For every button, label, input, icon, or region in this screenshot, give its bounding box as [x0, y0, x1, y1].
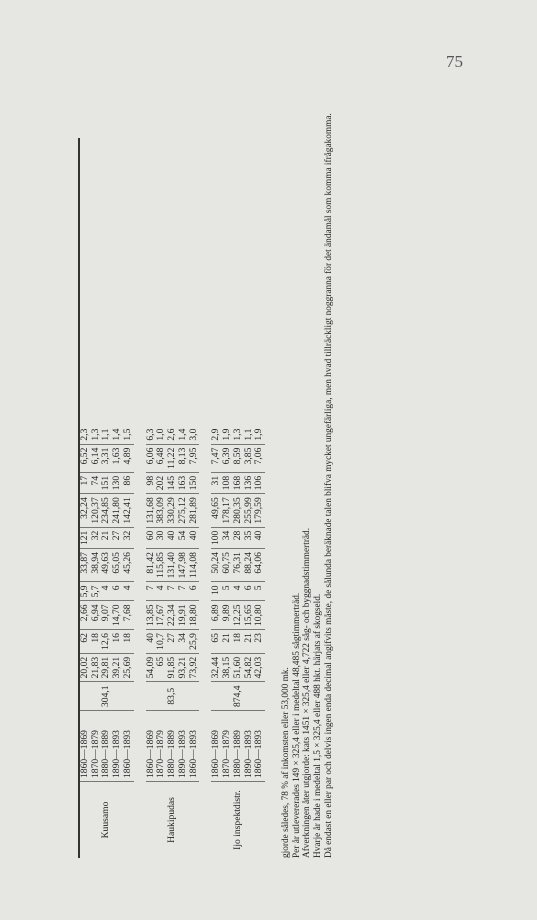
- value-cell: 34: [178, 630, 189, 654]
- value-cell: 5,9: [80, 582, 91, 601]
- note-paragraph: Afverkningen åter utgjorde: kats 1451 × 325,4 eller 4,722 såg- och byggnadstimmerträd.: [302, 527, 313, 858]
- value-cell: 16: [112, 630, 123, 654]
- value-cell: 81,42: [146, 549, 157, 582]
- value-cell: 100: [211, 527, 222, 548]
- value-cell: 2,66: [80, 601, 91, 630]
- value-cell: 280,35: [233, 494, 244, 527]
- district-name: Ijo inspektdistr.: [231, 790, 243, 850]
- value-cell: 54,82: [244, 653, 255, 682]
- value-cell: 32: [91, 527, 102, 548]
- district-name: Kuusamo: [100, 801, 112, 839]
- period-cell: 1870—1879: [91, 711, 102, 782]
- value-cell: 383,09: [156, 494, 167, 527]
- value-cell: 11,22: [167, 444, 178, 472]
- value-cell: 6,52: [80, 444, 91, 472]
- period-cell: 1870—1879: [156, 711, 167, 782]
- period-cell: 1890—1893: [112, 711, 123, 782]
- area-cell: 874,4: [211, 682, 265, 711]
- value-cell: 51,60: [233, 653, 244, 682]
- value-cell: 131,40: [167, 549, 178, 582]
- value-cell: 25,9: [189, 630, 200, 654]
- value-cell: 14,70: [112, 601, 123, 630]
- value-cell: 7,47: [211, 444, 222, 472]
- value-cell: 45,26: [123, 549, 134, 582]
- spacer-row: [134, 426, 146, 858]
- value-cell: 64,06: [254, 549, 265, 582]
- value-cell: 120,37: [91, 494, 102, 527]
- period-cell: 1880—1889: [233, 711, 244, 782]
- value-cell: 6,94: [91, 601, 102, 630]
- value-cell: 130: [112, 472, 123, 493]
- value-cell: 8,13: [178, 444, 189, 472]
- spacer-cell: [134, 426, 146, 858]
- value-cell: 27: [112, 527, 123, 548]
- value-cell: 1,3: [233, 426, 244, 445]
- value-cell: 7,68: [123, 601, 134, 630]
- value-cell: 18: [123, 630, 134, 654]
- value-cell: 93,21: [178, 653, 189, 682]
- value-cell: 108: [222, 472, 233, 493]
- value-cell: 35: [244, 527, 255, 548]
- side-note: [281, 98, 334, 858]
- value-cell: 10: [211, 582, 222, 601]
- value-cell: 54: [178, 527, 189, 548]
- value-cell: 150: [189, 472, 200, 493]
- area-cell: 83,5: [146, 682, 200, 711]
- value-cell: 32,44: [211, 653, 222, 682]
- period-cell: 1860—1869: [146, 711, 157, 782]
- value-cell: 12,6: [101, 630, 112, 654]
- value-cell: 6: [189, 582, 200, 601]
- period-cell: 1860—1869: [80, 711, 91, 782]
- value-cell: 7: [146, 582, 157, 601]
- value-cell: 60: [146, 527, 157, 548]
- value-cell: 2,9: [211, 426, 222, 445]
- period-cell: 1880—1889: [101, 711, 112, 782]
- value-cell: 49,63: [101, 549, 112, 582]
- value-cell: 7,95: [189, 444, 200, 472]
- period-cell: 1860—1893: [123, 711, 134, 782]
- value-cell: 60,75: [222, 549, 233, 582]
- value-cell: 131,68: [146, 494, 157, 527]
- value-cell: 40: [254, 527, 265, 548]
- value-cell: 281,89: [189, 494, 200, 527]
- value-cell: 275,12: [178, 494, 189, 527]
- value-cell: 91,85: [167, 653, 178, 682]
- value-cell: 151: [101, 472, 112, 493]
- value-cell: 21: [101, 527, 112, 548]
- value-cell: 6: [112, 582, 123, 601]
- value-cell: 42,03: [254, 653, 265, 682]
- value-cell: 31: [211, 472, 222, 493]
- period-cell: 1870—1879: [222, 711, 233, 782]
- value-cell: 50,24: [211, 549, 222, 582]
- value-cell: 9,89: [222, 601, 233, 630]
- value-cell: 40: [189, 527, 200, 548]
- value-cell: 10,7: [156, 630, 167, 654]
- value-cell: 1,63: [112, 444, 123, 472]
- value-cell: 21,83: [91, 653, 102, 682]
- period-cell: 1890—1893: [244, 711, 255, 782]
- value-cell: 18: [233, 630, 244, 654]
- value-cell: 30: [156, 527, 167, 548]
- value-cell: 6,06: [146, 444, 157, 472]
- value-cell: 255,99: [244, 494, 255, 527]
- value-cell: 25,69: [123, 653, 134, 682]
- value-cell: 98: [146, 472, 157, 493]
- value-cell: 17,67: [156, 601, 167, 630]
- value-cell: 5: [254, 582, 265, 601]
- value-cell: 330,29: [167, 494, 178, 527]
- value-cell: 40: [146, 630, 157, 654]
- value-cell: 13,85: [146, 601, 157, 630]
- value-cell: 39,21: [112, 653, 123, 682]
- value-cell: 1,0: [156, 426, 167, 445]
- value-cell: 6,39: [222, 444, 233, 472]
- value-cell: 5,7: [91, 582, 102, 601]
- note-paragraph: Per år utlevererades 149 × 325,4 eller i medeltal 48,485 sågtimmerträd.: [291, 592, 302, 858]
- value-cell: 65: [156, 653, 167, 682]
- value-cell: 29,81: [101, 653, 112, 682]
- value-cell: 65: [211, 630, 222, 654]
- value-cell: 114,08: [189, 549, 200, 582]
- area-cell: 304,1: [80, 682, 134, 711]
- value-cell: 1,1: [244, 426, 255, 445]
- period-cell: 1860—1893: [189, 711, 200, 782]
- value-cell: 3,31: [101, 444, 112, 472]
- value-cell: 76,31: [233, 549, 244, 582]
- value-cell: 10,80: [254, 601, 265, 630]
- value-cell: 18,80: [189, 601, 200, 630]
- value-cell: 15,65: [244, 601, 255, 630]
- value-cell: 234,85: [101, 494, 112, 527]
- value-cell: 4: [156, 582, 167, 601]
- rotated-content: [78, 98, 363, 858]
- value-cell: 7: [167, 582, 178, 601]
- value-cell: 3,0: [189, 426, 200, 445]
- value-cell: 3,85: [244, 444, 255, 472]
- value-cell: 1,4: [112, 426, 123, 445]
- value-cell: 65,05: [112, 549, 123, 582]
- value-cell: 2,3: [80, 426, 91, 445]
- value-cell: 40: [167, 527, 178, 548]
- value-cell: 145: [167, 472, 178, 493]
- note-paragraph: Hvarje år hade i medeltal 1,5 × 325,4 eller 488 hkt. härjats af skogseld.: [313, 593, 324, 858]
- value-cell: 2,6: [167, 426, 178, 445]
- note-paragraph: gjorde således, 78 % af inkomsten eller 53,000 mk.: [281, 667, 291, 858]
- period-cell: 1860—1869: [211, 711, 222, 782]
- value-cell: 6: [244, 582, 255, 601]
- value-cell: 62: [80, 630, 91, 654]
- value-cell: 7,06: [254, 444, 265, 472]
- value-cell: 121: [80, 527, 91, 548]
- value-cell: 7: [178, 582, 189, 601]
- value-cell: 178,17: [222, 494, 233, 527]
- value-cell: 168: [233, 472, 244, 493]
- statistics-table: [80, 426, 265, 858]
- value-cell: 5: [222, 582, 233, 601]
- value-cell: 22,34: [167, 601, 178, 630]
- value-cell: 21: [244, 630, 255, 654]
- period-cell: 1890—1893: [178, 711, 189, 782]
- value-cell: 1,1: [101, 426, 112, 445]
- value-cell: 6,89: [211, 601, 222, 630]
- value-cell: 73,92: [189, 653, 200, 682]
- value-cell: 1,3: [91, 426, 102, 445]
- value-cell: 32,24: [80, 494, 91, 527]
- value-cell: 12,25: [233, 601, 244, 630]
- value-cell: 6,48: [156, 444, 167, 472]
- value-cell: 54,09: [146, 653, 157, 682]
- value-cell: 20,02: [80, 653, 91, 682]
- value-cell: 4: [123, 582, 134, 601]
- period-cell: 1880—1889: [167, 711, 178, 782]
- value-cell: 27: [167, 630, 178, 654]
- value-cell: 1,5: [123, 426, 134, 445]
- value-cell: 106: [254, 472, 265, 493]
- value-cell: 115,85: [156, 549, 167, 582]
- value-cell: 4,89: [123, 444, 134, 472]
- value-cell: 1,9: [254, 426, 265, 445]
- value-cell: 9,07: [101, 601, 112, 630]
- page-number: 75: [446, 52, 463, 71]
- value-cell: 38,94: [91, 549, 102, 582]
- value-cell: 32: [123, 527, 134, 548]
- value-cell: 8,59: [233, 444, 244, 472]
- value-cell: 33,87: [80, 549, 91, 582]
- value-cell: 136: [244, 472, 255, 493]
- value-cell: 6,3: [146, 426, 157, 445]
- value-cell: 18: [91, 630, 102, 654]
- value-cell: 34: [222, 527, 233, 548]
- value-cell: 38,15: [222, 653, 233, 682]
- value-cell: 74: [91, 472, 102, 493]
- period-cell: 1860—1893: [254, 711, 265, 782]
- value-cell: 17: [80, 472, 91, 493]
- value-cell: 23: [254, 630, 265, 654]
- value-cell: 4: [101, 582, 112, 601]
- value-cell: 86: [123, 472, 134, 493]
- value-cell: 142,41: [123, 494, 134, 527]
- value-cell: 202: [156, 472, 167, 493]
- value-cell: 179,59: [254, 494, 265, 527]
- value-cell: 49,65: [211, 494, 222, 527]
- value-cell: 19,91: [178, 601, 189, 630]
- value-cell: 163: [178, 472, 189, 493]
- value-cell: 28: [233, 527, 244, 548]
- value-cell: 147,98: [178, 549, 189, 582]
- value-cell: 21: [222, 630, 233, 654]
- value-cell: 241,80: [112, 494, 123, 527]
- value-cell: 6,14: [91, 444, 102, 472]
- value-cell: 1,4: [178, 426, 189, 445]
- value-cell: 4: [233, 582, 244, 601]
- district-name: Haukipudas: [166, 797, 178, 843]
- value-cell: 88,24: [244, 549, 255, 582]
- note-paragraph: Då endast en eller par och delvis ingen enda decimal angifvits måste, de sålunda beräknade talen blifva mycket ungefärliga, men hvad tillräckligt noggranna för det ändamål som komma ifrågakomma.: [323, 113, 334, 858]
- value-cell: 1,9: [222, 426, 233, 445]
